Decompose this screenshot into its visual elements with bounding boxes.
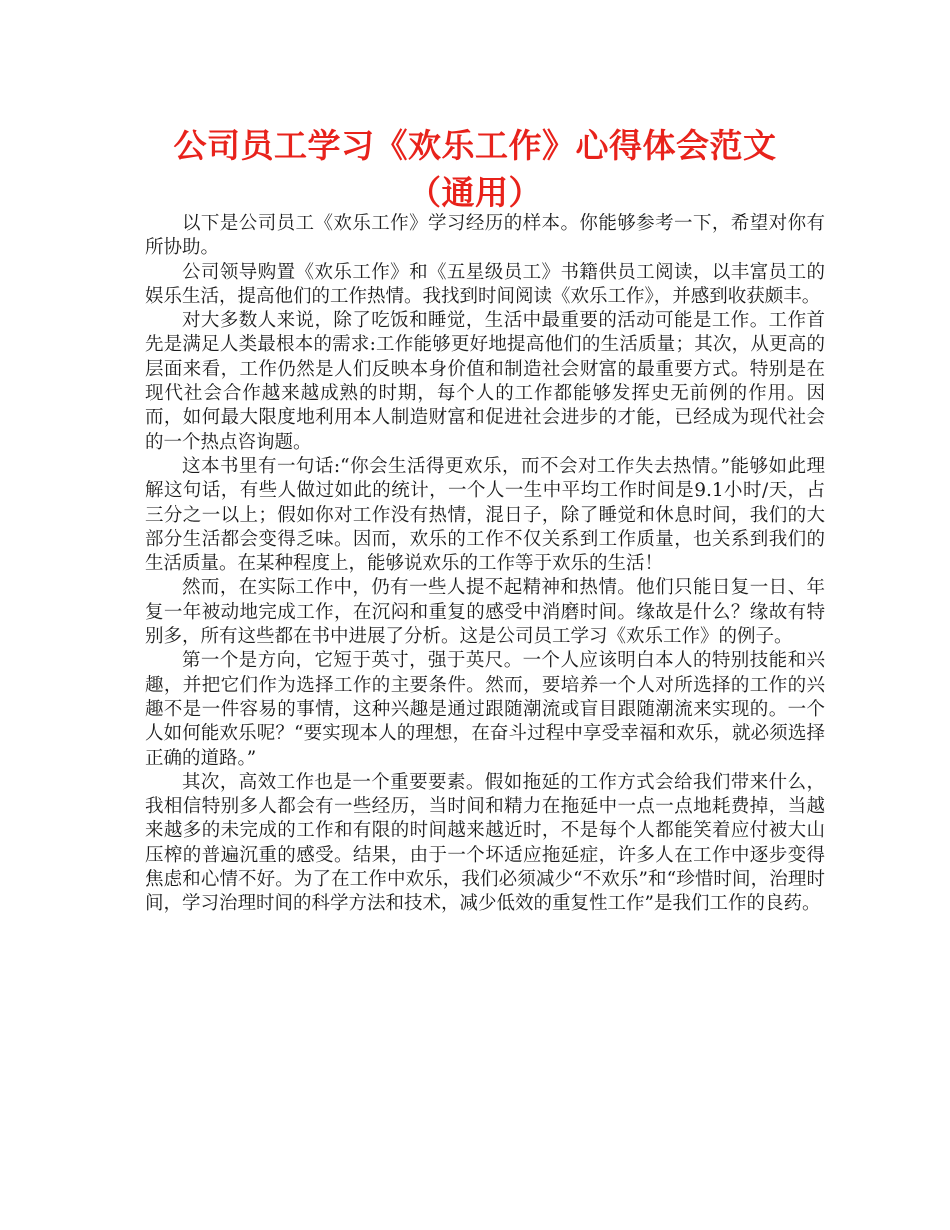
paragraph: 这本书里有一句话:“你会生活得更欢乐，而不会对工作失去热情。”能够如此理解这句话，有些人做过如此的统计，一个人一生中平均工作时间是9.1小时/天，占三分之一以上；假如你对工作没有热情，混日子，除了睡觉和休息时间，我们的大部分生活都会变得乏味。因而，欢乐的工作不仅关系到工作质量，也关系到我们的生活质量。在某种程度上，能够说欢乐的工作等于欢乐的生活！ — [145, 455, 825, 575]
paragraph: 以下是公司员工《欢乐工作》学习经历的样本。你能够参考一下，希望对你有所协助。 — [145, 213, 825, 259]
paragraph: 其次，高效工作也是一个重要要素。假如拖延的工作方式会给我们带来什么，我相信特别多人都会有一些经历，当时间和精力在拖延中一点一点地耗费掉，当越来越多的未完成的工作和有限的时间越来越近时，不是每个人都能笑着应付被大山压榨的普遍沉重的感受。结果，由于一个坏适应拖延症，许多人在工作中逐步变得焦虑和心情不好。为了在工作中欢乐，我们必须减少“不欢乐”和“珍惜时间，治理时间，学习治理时间的科学方法和技术，减少低效的重复性工作”是我们工作的良药。 — [145, 771, 825, 915]
paragraph: 第一个是方向，它短于英寸，强于英尺。一个人应该明白本人的特别技能和兴趣，并把它们作为选择工作的主要条件。然而，要培养一个人对所选择的工作的兴趣不是一件容易的事情，这种兴趣是通过跟随潮流或盲目跟随潮流来实现的。一个人如何能欢乐呢？“要实现本人的理想，在奋斗过程中享受幸福和欢乐，就必须选择正确的道路。” — [145, 650, 825, 769]
paragraph: 对大多数人来说，除了吃饭和睡觉，生活中最重要的活动可能是工作。工作首先是满足人类最根本的需求:工作能够更好地提高他们的生活质量；其次，从更高的层面来看，工作仍然是人们反映本身价值和制造社会财富的最重要方式。特别是在现代社会合作越来越成熟的时期，每个人的工作都能够发挥史无前例的作用。因而，如何最大限度地利用本人制造财富和促进社会进步的才能，已经成为现代社会的一个热点咨询题。 — [145, 310, 825, 453]
document-body — [145, 212, 825, 917]
document-title: 公司员工学习《欢乐工作》心得体会范文（通用） — [173, 126, 777, 212]
paragraph: 然而，在实际工作中，仍有一些人提不起精神和热情。他们只能日复一日、年复一年被动地完成工作，在沉闷和重复的感受中消磨时间。缘故是什么？缘故有特别多，所有这些都在书中进展了分析。这是公司员工学习《欢乐工作》的例子。 — [145, 577, 825, 648]
paragraph: 公司领导购置《欢乐工作》和《五星级员工》书籍供员工阅读，以丰富员工的娱乐生活，提高他们的工作热情。我找到时间阅读《欢乐工作》，并感到收获颇丰。 — [145, 261, 825, 307]
